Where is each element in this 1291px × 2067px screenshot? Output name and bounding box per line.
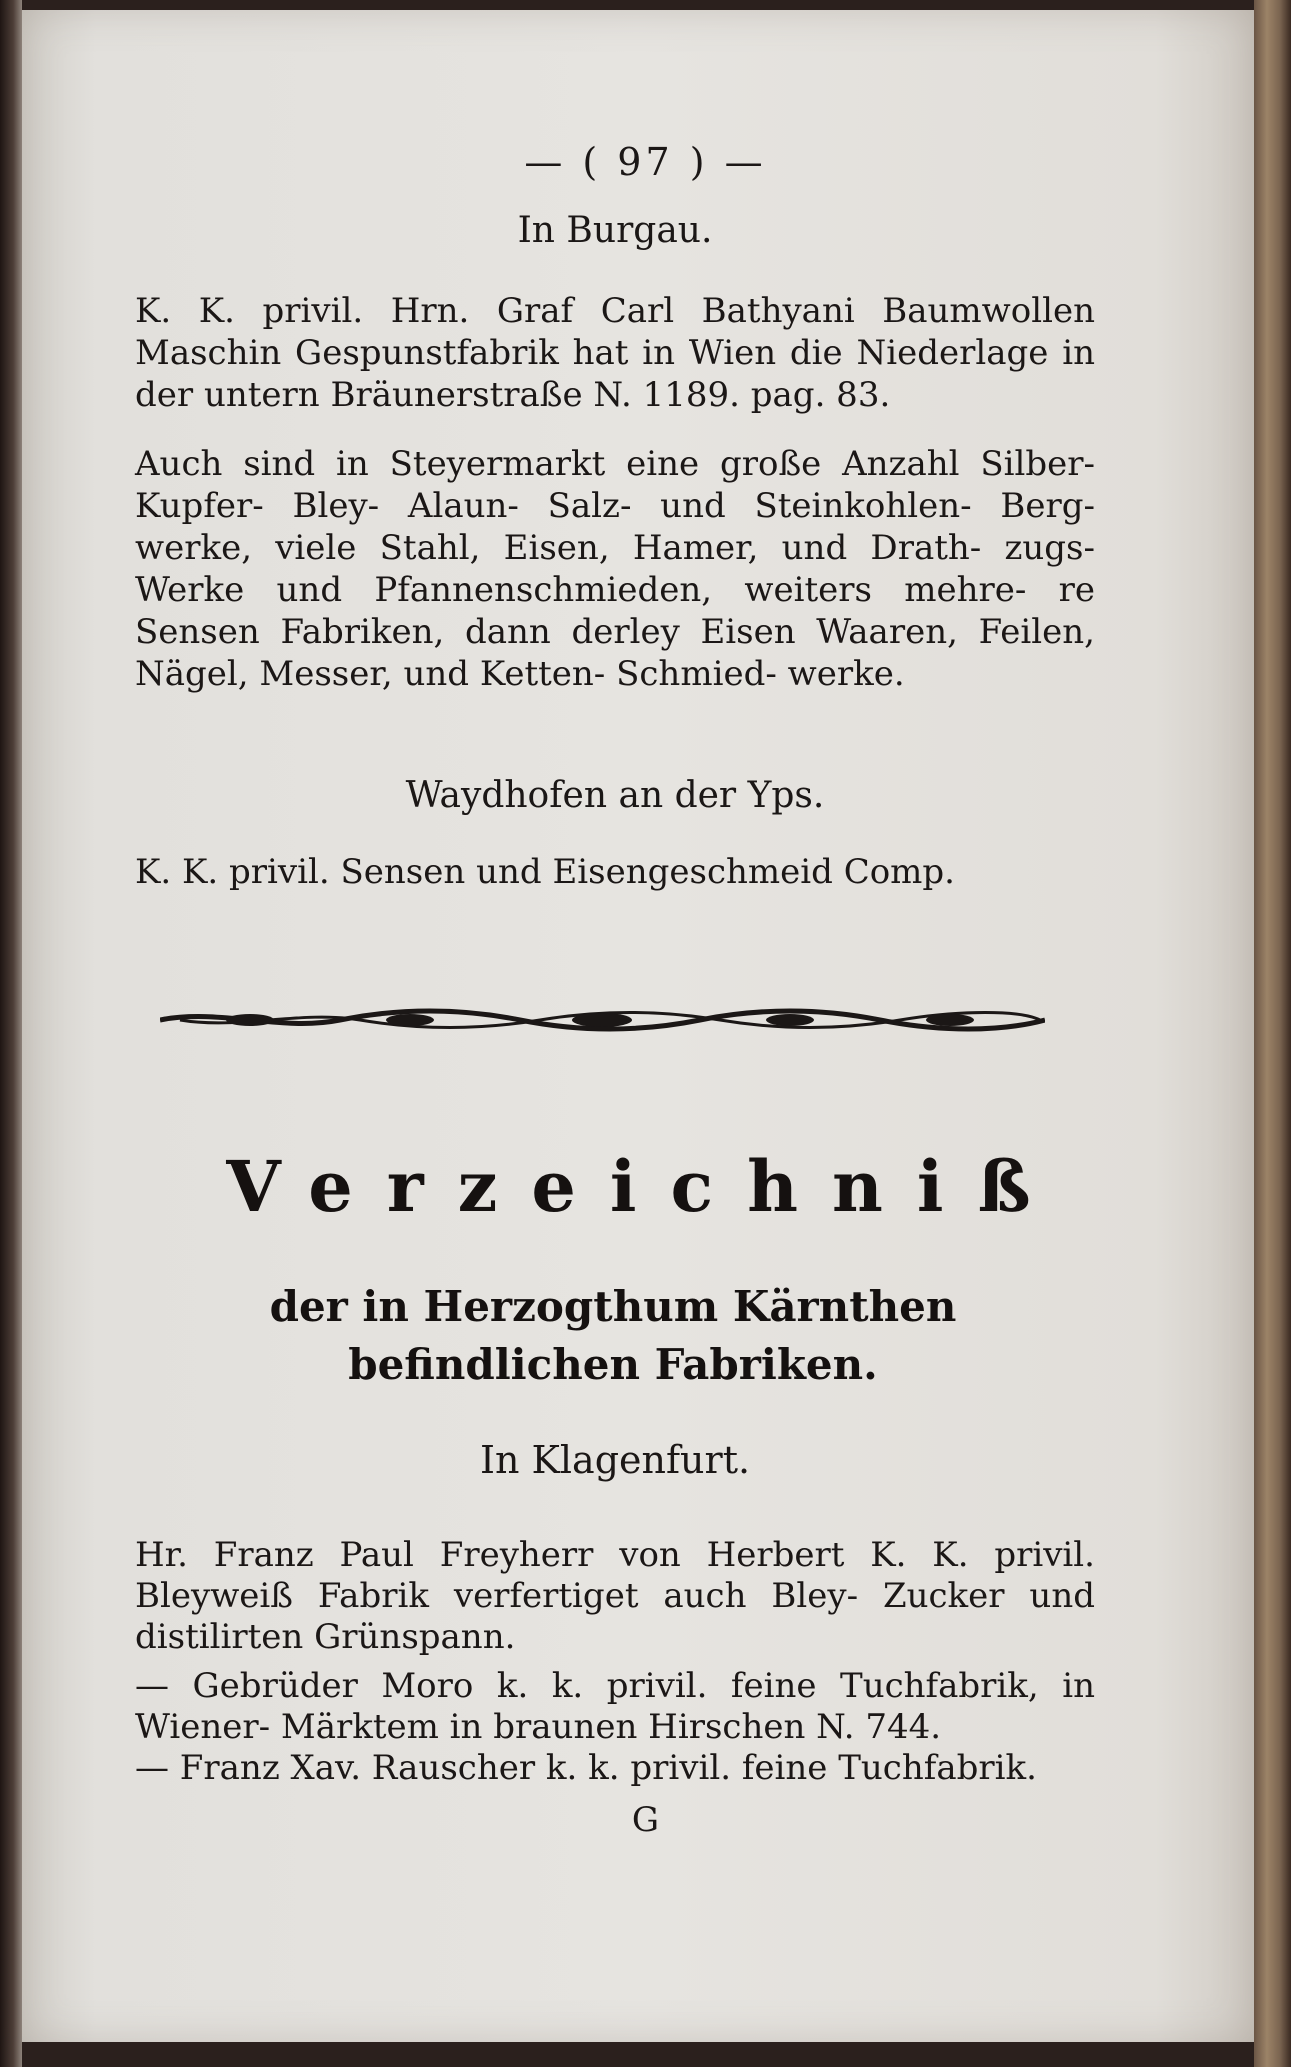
- page-number: — ( 97 ) —: [524, 140, 767, 184]
- paragraph-sensen: K. K. privil. Sensen und Eisengeschmeid Comp.: [135, 852, 955, 892]
- signature-mark: G: [631, 1800, 660, 1840]
- entry-herbert: Hr. Franz Paul Freyherr von Herbert K. K. privil. Bleyweiß Fabrik verfertiget auch Bley- Zucker und distilirten Grünspann.: [135, 1535, 1095, 1657]
- paragraph-steyermarkt: Auch sind in Steyermarkt eine große Anzahl Silber- Kupfer- Bley- Alaun- Salz- und Steinkohlen- Berg- werke, viele Stahl, Eisen, Hamer, und Drath- zugs- Werke und Pfannenschmieden, weiters mehre- re Sensen Fabriken, dann derley Eisen Waaren, Feilen, Nägel, Messer, und Ketten- Schmied- werke.: [135, 444, 1095, 694]
- entry-moro: — Gebrüder Moro k. k. privil. feine Tuchfabrik, in Wiener- Märktem in braunen Hirschen N. 744.: [135, 1666, 1095, 1747]
- entry-rauscher: — Franz Xav. Rauscher k. k. privil. feine Tuchfabrik.: [135, 1748, 1037, 1788]
- section-heading-klagenfurt: In Klagenfurt.: [479, 1438, 751, 1482]
- section-heading-burgau: In Burgau.: [517, 210, 713, 251]
- main-title: Verzeichniß: [226, 1145, 1065, 1228]
- book-gutter: [0, 0, 22, 2067]
- section-heading-waydhofen: Waydhofen an der Yps.: [405, 775, 825, 816]
- paragraph-bathyani: K. K. privil. Hrn. Graf Carl Bathyani Baumwollen Maschin Gespunstfabrik hat in Wien die Niederlage in der untern Bräunerstraße N. 1189. pag. 83.: [135, 291, 1095, 415]
- ornamental-divider: [160, 1000, 1045, 1040]
- main-subtitle: der in Herzogthum Kärnthen befindlichen Fabriken.: [269, 1282, 957, 1389]
- page-edge: [1254, 0, 1291, 2067]
